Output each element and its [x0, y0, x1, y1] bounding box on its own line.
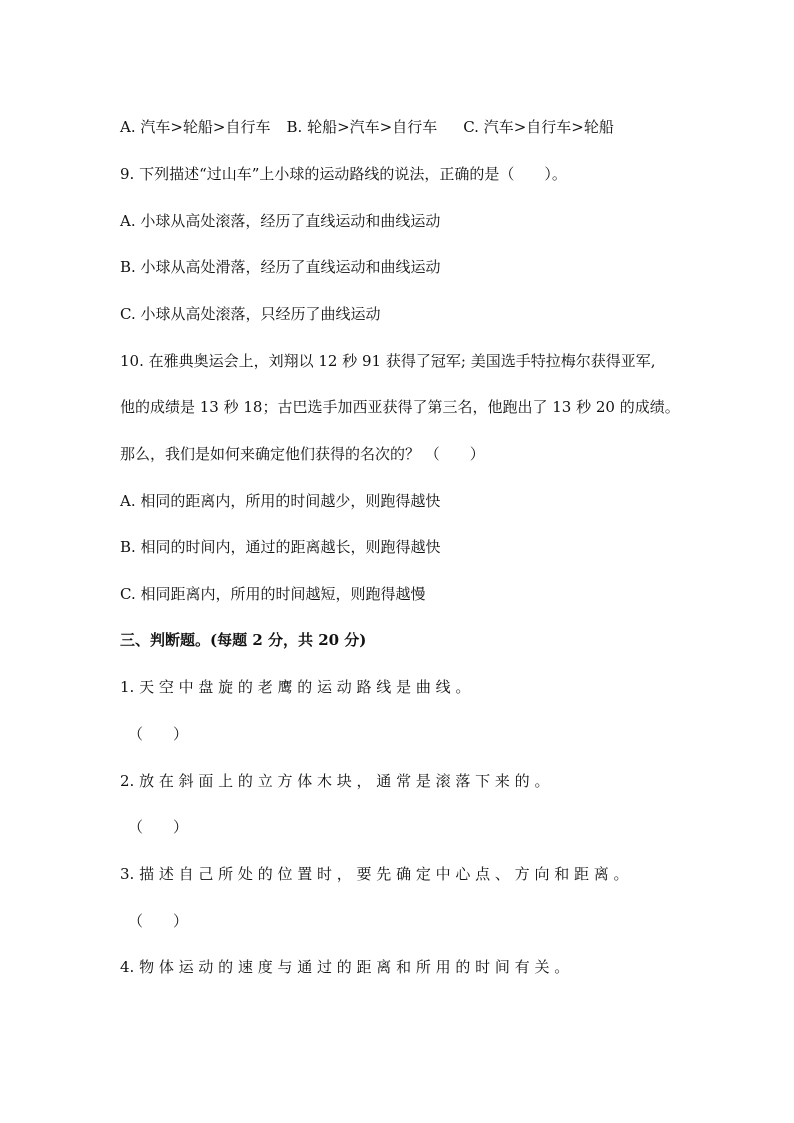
q9-option-b: B. 小球从高处滑落，经历了直线运动和曲线运动	[120, 258, 441, 276]
q10-stem-line2: 他的成绩是 13 秒 18；古巴选手加西亚获得了第三名，他跑出了 13 秒 20 的成绩。	[120, 398, 680, 416]
judge-item-1: 1. 天 空 中 盘 旋 的 老 鹰 的 运 动 路 线 是 曲 线 。	[120, 678, 471, 696]
q10-stem-line3: 那么，我们是如何来确定他们获得的名次的？ （ ）	[120, 445, 485, 463]
q8-option-a: A. 汽车>轮船>自行车	[120, 118, 271, 136]
section-3-heading: 三、判断题。(每题 2 分，共 20 分)	[120, 631, 367, 649]
judge-item-3: 3. 描 述 自 己 所 处 的 位 置 时 ， 要 先 确 定 中 心 点 、 方 向 和 距 离 。	[120, 865, 629, 883]
judge-item-1-answer-blank[interactable]: （ ）	[128, 725, 189, 743]
q10-option-b: B. 相同的时间内，通过的距离越长，则跑得越快	[120, 538, 441, 556]
judge-item-2-answer-blank[interactable]: （ ）	[128, 818, 189, 836]
q10-option-c: C. 相同距离内，所用的时间越短，则跑得越慢	[120, 585, 426, 603]
q9-option-a: A. 小球从高处滚落，经历了直线运动和曲线运动	[120, 212, 441, 230]
judge-item-2: 2. 放 在 斜 面 上 的 立 方 体 木 块 ， 通 常 是 滚 落 下 来 的 。	[120, 772, 550, 790]
judge-item-3-answer-blank[interactable]: （ ）	[128, 912, 189, 930]
q8-option-b: B. 轮船>汽车>自行车	[286, 118, 438, 136]
q10-stem-line1: 10. 在雅典奥运会上，刘翔以 12 秒 91 获得了冠军; 美国选手特拉梅尔获得亚军,	[120, 352, 656, 370]
q8-options	[120, 117, 614, 137]
q9-stem: 9. 下列描述“过山车”上小球的运动路线的说法，正确的是（ ）。	[120, 165, 567, 183]
q10-option-a: A. 相同的距离内，所用的时间越少，则跑得越快	[120, 492, 441, 510]
q8-option-c: C. 汽车>自行车>轮船	[463, 118, 614, 136]
judge-item-4: 4. 物 体 运 动 的 速 度 与 通 过 的 距 离 和 所 用 的 时 间 有 关 。	[120, 958, 570, 976]
q9-option-c: C. 小球从高处滚落，只经历了曲线运动	[120, 305, 381, 323]
